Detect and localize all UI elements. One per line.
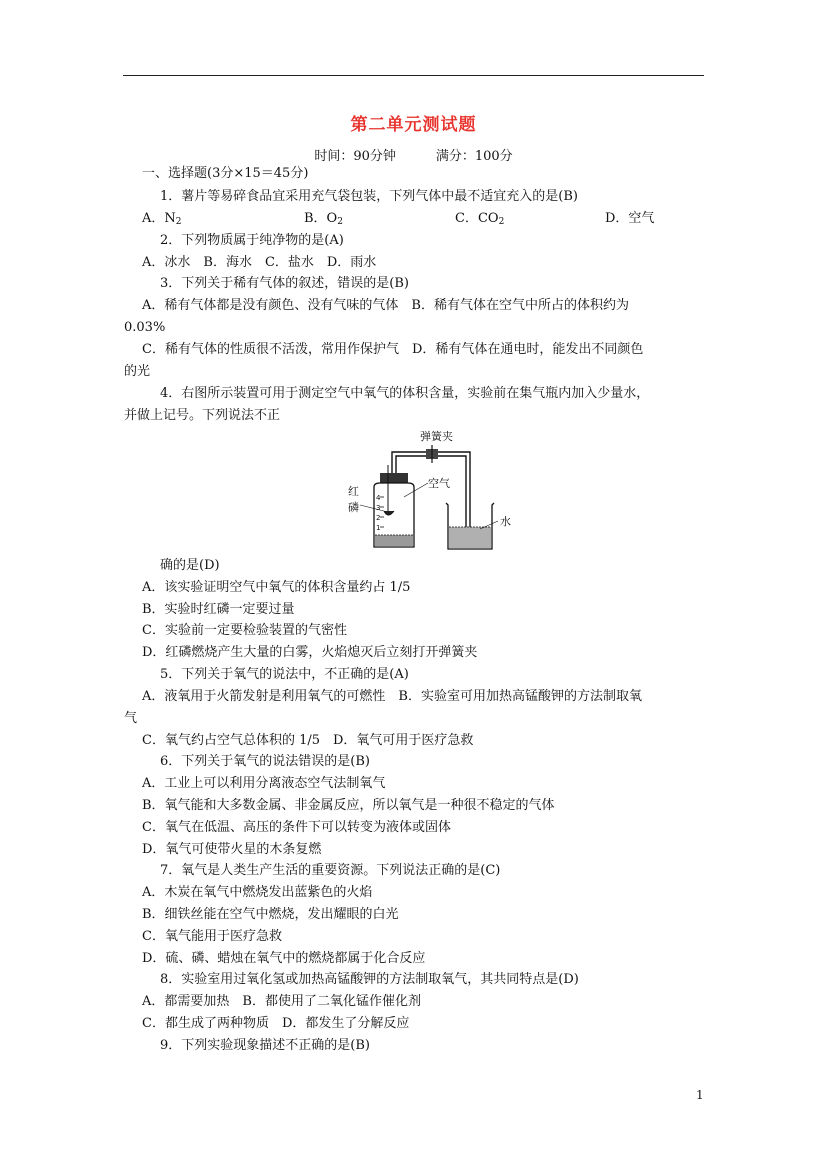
q6-option-d: D．氧气可使带火星的木条复燃 [142, 842, 322, 857]
clamp-label: 弹簧夹 [420, 430, 453, 443]
q4-stem-3: 确的是(D) [160, 558, 220, 573]
q3-stem: 3．下列关于稀有气体的叙述，错误的是(B) [160, 276, 409, 291]
q6-option-c: C．氧气在低温、高压的条件下可以转变为液体或固体 [142, 820, 451, 835]
q4-apparatus-figure [340, 425, 530, 555]
air-label: 空气 [428, 477, 450, 490]
q7-option-c: C．氧气能用于医疗急救 [142, 929, 282, 944]
q3-line2: 0.03% [124, 320, 166, 335]
q4-option-b: B．实验时红磷一定要过量 [142, 602, 295, 617]
q1-option-d: D．空气 [605, 211, 655, 226]
q6-stem: 6．下列关于氧气的说法错误的是(B) [160, 754, 370, 769]
exam-score: 满分：100分 [435, 149, 513, 164]
q5-line1: A．液氧用于火箭发射是利用氧气的可燃性 B．实验室可用加热高锰酸钾的方法制取氧 [142, 689, 642, 704]
page-title: 第二单元测试题 [350, 115, 477, 135]
q8-stem: 8．实验室用过氧化氢或加热高锰酸钾的方法制取氧气，其共同特点是(D) [160, 972, 579, 987]
q4-option-c: C．实验前一定要检验装置的气密性 [142, 623, 347, 638]
q3-line1: A．稀有气体都是没有颜色、没有气味的气体 B．稀有气体在空气中所占的体积约为 [142, 298, 629, 313]
q8-line1: A．都需要加热 B．都使用了二氧化锰作催化剂 [142, 994, 421, 1009]
q8-line2: C．都生成了两种物质 D．都发生了分解反应 [142, 1016, 410, 1031]
section-heading: 一、选择题(3分×15＝45分) [142, 166, 309, 181]
q9-stem: 9．下列实验现象描述不正确的是(B) [160, 1038, 370, 1053]
q7-option-a: A．木炭在氧气中燃烧发出蓝紫色的火焰 [142, 885, 373, 900]
mark-4: 4 [376, 494, 381, 502]
exam-time: 时间：90分钟 [314, 149, 396, 164]
q6-option-b: B．氧气能和大多数金属、非金属反应，所以氧气是一种很不稳定的气体 [142, 798, 555, 813]
q3-line4: 的光 [124, 364, 151, 379]
q1-option-b: B．$O_2$ [304, 211, 343, 227]
q7-option-b: B．细铁丝能在空气中燃烧，发出耀眼的白光 [142, 907, 399, 922]
q2-stem: 2．下列物质属于纯净物的是(A) [160, 233, 344, 248]
mark-2: 2 [376, 514, 381, 522]
q1-option-a: A．$N_2$ [142, 211, 182, 227]
q7-option-d: D．硫、磷、蜡烛在氧气中的燃烧都属于化合反应 [142, 951, 426, 966]
q4-option-d: D．红磷燃烧产生大量的白雾，火焰熄灭后立刻打开弹簧夹 [142, 645, 478, 660]
page-number: 1 [696, 1088, 704, 1102]
q1-stem: 1．薯片等易碎食品宜采用充气袋包装，下列气体中最不适宜充入的是(B) [160, 189, 578, 204]
q4-option-a: A．该实验证明空气中氧气的体积含量约占 1/5 [142, 580, 411, 595]
q5-line3: C．氧气约占空气总体积的 1/5 D．氧气可用于医疗急救 [142, 733, 474, 748]
q2-options: A．冰水 B．海水 C．盐水 D．雨水 [142, 255, 377, 270]
q4-stem-2: 并做上记号。下列说法不正 [124, 408, 281, 423]
phosphorus-label-2: 磷 [348, 501, 359, 514]
q5-stem: 5．下列关于氧气的说法中，不正确的是(A) [160, 667, 409, 682]
mark-3: 3 [376, 504, 381, 512]
q4-stem-1: 4．右图所示装置可用于测定空气中氧气的体积含量，实验前在集气瓶内加入少量水， [160, 386, 650, 401]
water-label: 水 [500, 515, 511, 528]
phosphorus-label-1: 红 [348, 485, 359, 498]
mark-1: 1 [376, 524, 381, 532]
q7-stem: 7．氧气是人类生产生活的重要资源。下列说法正确的是(C) [160, 863, 501, 878]
exam-meta [0, 145, 827, 164]
header-rule [123, 75, 704, 76]
q1-option-c: C．$CO_2$ [455, 211, 505, 227]
q3-line3: C．稀有气体的性质很不活泼，常用作保护气 D．稀有气体在通电时，能发出不同颜色 [142, 342, 644, 357]
q6-option-a: A．工业上可以利用分离液态空气法制氧气 [142, 776, 386, 791]
q5-line2: 气 [124, 711, 138, 726]
